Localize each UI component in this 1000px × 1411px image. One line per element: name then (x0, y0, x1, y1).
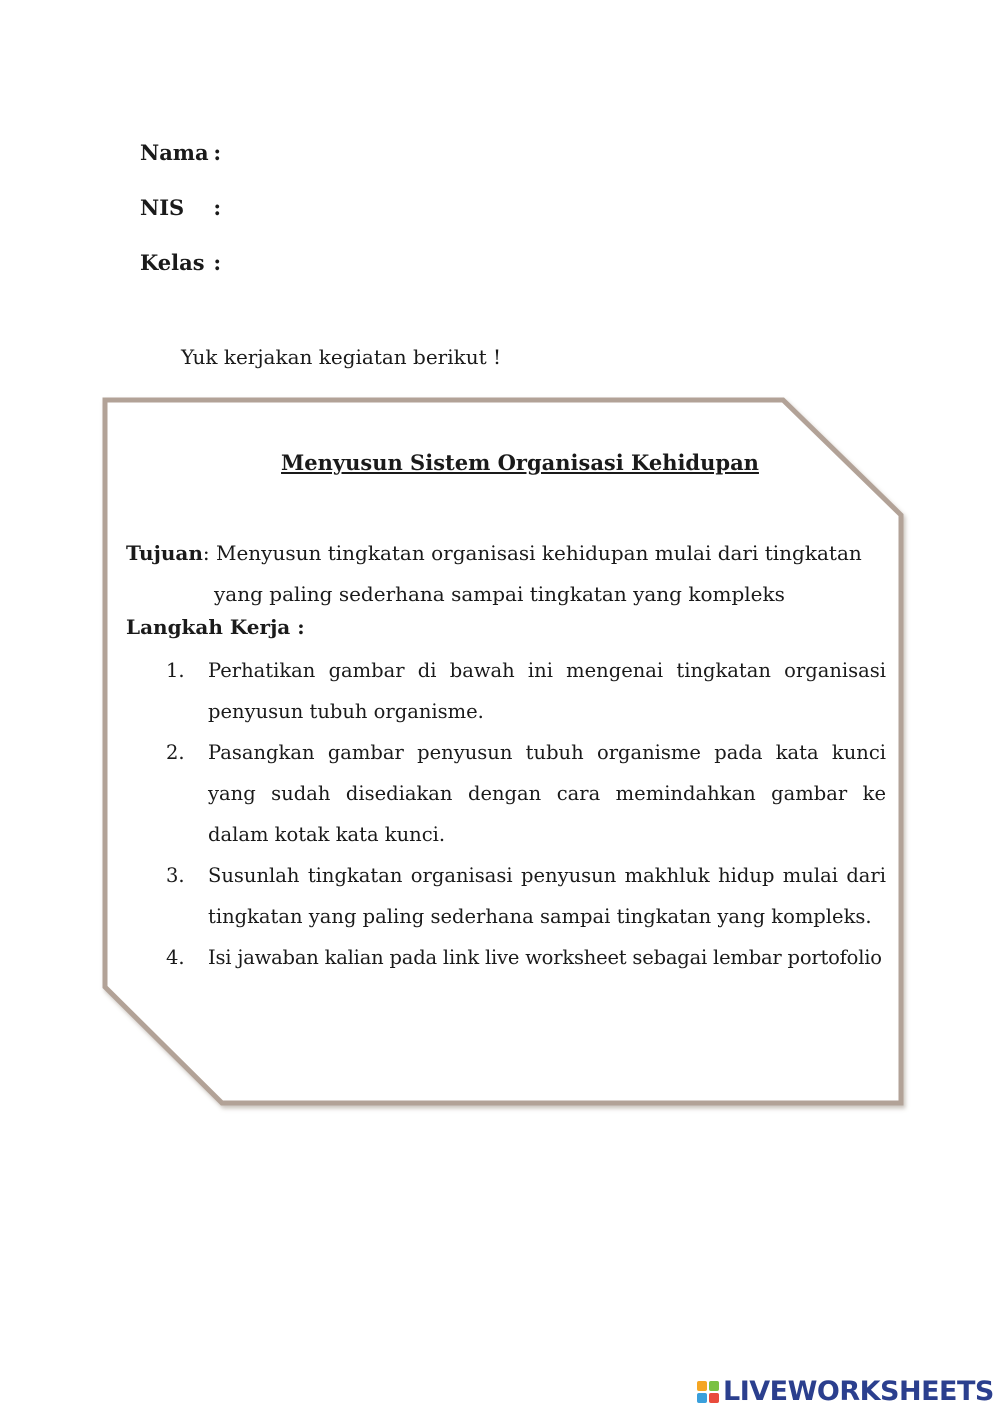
field-nama-colon: : (213, 140, 222, 165)
tujuan-section (126, 533, 886, 615)
field-kelas-colon: : (213, 250, 222, 275)
step-item (166, 650, 886, 732)
step-number: 2. (166, 741, 185, 764)
liveworksheets-logo[interactable] (697, 1376, 994, 1407)
logo-block (697, 1381, 707, 1391)
step-number: 4. (166, 946, 185, 969)
logo-block (709, 1381, 719, 1391)
step-text: Pasangkan gambar penyusun tubuh organisme pada kata kunci yang sudah disediakan dengan cara memindahkan gambar ke dalam kotak kata kunci. (208, 741, 886, 846)
box-title: Menyusun Sistem Organisasi Kehidupan (281, 450, 759, 475)
logo-blocks-icon (697, 1381, 719, 1403)
field-nama-label: Nama (140, 140, 209, 165)
step-number: 1. (166, 659, 185, 682)
logo-block (709, 1393, 719, 1403)
tujuan-text-line1: : Menyusun tingkatan organisasi kehidupan mulai dari tingkatan (202, 541, 862, 565)
logo-block (697, 1393, 707, 1403)
field-nis-label: NIS (140, 195, 185, 220)
field-kelas-label: Kelas (140, 250, 205, 275)
logo-text: LIVEWORKSHEETS (723, 1376, 994, 1407)
step-item (166, 732, 886, 855)
step-text: Perhatikan gambar di bawah ini mengenai tingkatan organisasi penyusun tubuh organisme. (208, 659, 886, 723)
intro-text: Yuk kerjakan kegiatan berikut ! (181, 345, 502, 369)
tujuan-label: Tujuan (126, 541, 203, 565)
step-item (166, 937, 886, 978)
step-number: 3. (166, 864, 185, 887)
tujuan-text-line2: yang paling sederhana sampai tingkatan yang kompleks (214, 582, 785, 606)
step-text: Isi jawaban kalian pada link live worksheet sebagai lembar portofolio (208, 946, 882, 969)
step-item (166, 855, 886, 937)
langkah-kerja-label: Langkah Kerja : (126, 615, 305, 639)
steps-list (166, 650, 886, 978)
field-nis-colon: : (213, 195, 222, 220)
step-text: Susunlah tingkatan organisasi penyusun makhluk hidup mulai dari tingkatan yang paling sederhana sampai tingkatan yang kompleks. (208, 864, 886, 928)
